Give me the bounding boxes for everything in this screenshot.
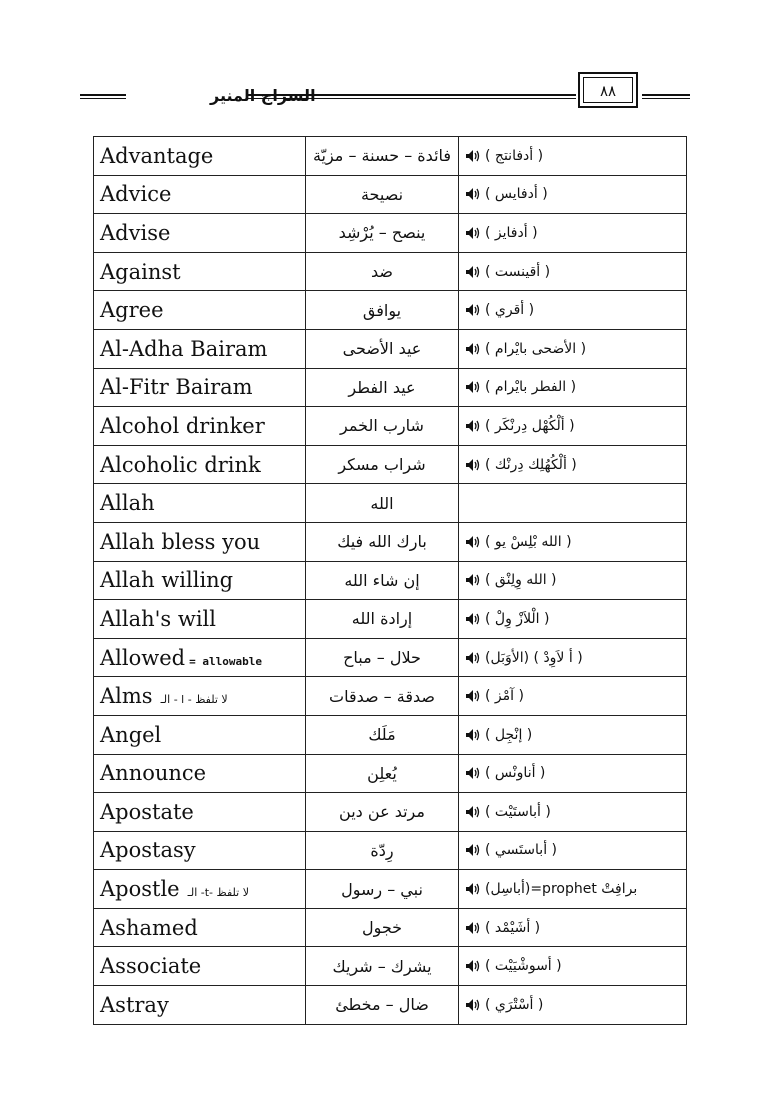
english-word xyxy=(94,638,306,677)
table-row xyxy=(94,291,687,330)
english-word xyxy=(94,484,306,523)
table-row xyxy=(94,947,687,986)
english-word-text: Advice xyxy=(100,182,172,207)
english-word-text: Alms xyxy=(100,684,153,709)
book-title: السراج المنير xyxy=(210,86,316,105)
pronunciation-cell xyxy=(459,793,687,832)
english-word xyxy=(94,368,306,407)
arabic-meaning: عيد الفطر xyxy=(306,368,459,407)
arabic-meaning: عيد الأضحى xyxy=(306,329,459,368)
page-number-box xyxy=(578,72,638,108)
arabic-meaning: إرادة الله xyxy=(306,600,459,639)
english-word xyxy=(94,600,306,639)
speaker-icon[interactable] xyxy=(465,689,481,703)
english-word xyxy=(94,407,306,446)
pronunciation-cell xyxy=(459,754,687,793)
speaker-icon[interactable] xyxy=(465,612,481,626)
arabic-meaning: نبي – رسول xyxy=(306,870,459,909)
speaker-icon[interactable] xyxy=(465,573,481,587)
pronunciation-cell xyxy=(459,908,687,947)
speaker-icon[interactable] xyxy=(465,882,481,896)
table-row xyxy=(94,908,687,947)
pronunciation-text: ( ألْكُهْل دِرنْكَر ) xyxy=(485,417,575,434)
pronunciation-cell xyxy=(459,137,687,176)
pronunciation-text: ( أقري ) xyxy=(485,302,535,319)
pronunciation-text: ( أسْتْرَي ) xyxy=(485,996,544,1013)
english-word xyxy=(94,445,306,484)
speaker-icon[interactable] xyxy=(465,651,481,665)
arabic-meaning: ضد xyxy=(306,252,459,291)
arabic-meaning: رِدّة xyxy=(306,831,459,870)
english-word-text: Al-Fitr Bairam xyxy=(100,375,253,400)
pronunciation-text: ( أباستَيْت ) xyxy=(485,803,551,820)
pronunciation-note: الـ -t- لا تلفظ xyxy=(187,886,249,900)
english-word-text: Apostate xyxy=(100,799,194,824)
pronunciation-cell xyxy=(459,947,687,986)
english-word xyxy=(94,908,306,947)
english-word-text: Alcoholic drink xyxy=(100,452,261,477)
table-row xyxy=(94,484,687,523)
english-word xyxy=(94,754,306,793)
arabic-meaning: الله xyxy=(306,484,459,523)
english-word-text: Angel xyxy=(100,722,162,747)
table-row xyxy=(94,368,687,407)
english-word-text: Apostle xyxy=(100,877,180,902)
header-rule-right xyxy=(642,94,690,99)
english-word xyxy=(94,561,306,600)
arabic-meaning: خجول xyxy=(306,908,459,947)
table-row xyxy=(94,600,687,639)
header-rule-middle xyxy=(246,94,576,99)
table-row xyxy=(94,522,687,561)
arabic-meaning: إن شاء الله xyxy=(306,561,459,600)
pronunciation-cell xyxy=(459,407,687,446)
speaker-icon[interactable] xyxy=(465,959,481,973)
table-row xyxy=(94,407,687,446)
arabic-meaning: صدقة – صدقات xyxy=(306,677,459,716)
pronunciation-text: ( الله بْلِسْ يو ) xyxy=(485,533,572,550)
table-row xyxy=(94,986,687,1025)
table-row xyxy=(94,252,687,291)
speaker-icon[interactable] xyxy=(465,766,481,780)
english-word xyxy=(94,137,306,176)
english-word-text: Ashamed xyxy=(100,915,198,940)
table-row xyxy=(94,638,687,677)
english-word-text: Allah bless you xyxy=(100,529,261,554)
speaker-icon[interactable] xyxy=(465,998,481,1012)
arabic-meaning: ينصح – يُرْشِد xyxy=(306,214,459,253)
pronunciation-text: ( أسوشْيَيْت ) xyxy=(485,958,562,975)
pronunciation-text: (الأوَبَل) ( أ لاَوِدْ ) xyxy=(485,649,583,666)
table-row xyxy=(94,754,687,793)
arabic-meaning: مَلَك xyxy=(306,715,459,754)
speaker-icon[interactable] xyxy=(465,342,481,356)
english-word xyxy=(94,793,306,832)
pronunciation-cell xyxy=(459,445,687,484)
english-word xyxy=(94,214,306,253)
table-row xyxy=(94,445,687,484)
arabic-meaning: فائدة – حسنة – مزيّة xyxy=(306,137,459,176)
english-word xyxy=(94,175,306,214)
english-word-text: Al-Adha Bairam xyxy=(100,336,268,361)
table-row xyxy=(94,214,687,253)
pronunciation-text: ( أدفايز ) xyxy=(485,224,538,241)
arabic-meaning: حلال – مباح xyxy=(306,638,459,677)
vocabulary-table xyxy=(93,136,687,1025)
pronunciation-cell xyxy=(459,175,687,214)
pronunciation-cell xyxy=(459,986,687,1025)
table-row xyxy=(94,677,687,716)
english-word-text: Apostasy xyxy=(100,838,196,863)
english-word-text: Allah's will xyxy=(100,606,216,631)
speaker-icon[interactable] xyxy=(465,149,481,163)
speaker-icon[interactable] xyxy=(465,805,481,819)
english-word xyxy=(94,522,306,561)
arabic-meaning: يُعلِن xyxy=(306,754,459,793)
english-word xyxy=(94,947,306,986)
speaker-icon[interactable] xyxy=(465,265,481,279)
page-header xyxy=(80,70,692,120)
pronunciation-cell xyxy=(459,561,687,600)
arabic-meaning: بارك الله فيك xyxy=(306,522,459,561)
speaker-icon[interactable] xyxy=(465,843,481,857)
table-row xyxy=(94,175,687,214)
speaker-icon[interactable] xyxy=(465,303,481,317)
table-row xyxy=(94,870,687,909)
english-word-text: Agree xyxy=(100,298,164,323)
arabic-meaning: شراب مسكر xyxy=(306,445,459,484)
speaker-icon[interactable] xyxy=(465,921,481,935)
pronunciation-text: ( أدفانتج ) xyxy=(485,147,544,164)
english-word xyxy=(94,831,306,870)
pronunciation-cell xyxy=(459,291,687,330)
pronunciation-text: ( أدفايس ) xyxy=(485,186,548,203)
pronunciation-cell xyxy=(459,870,687,909)
speaker-icon[interactable] xyxy=(465,380,481,394)
speaker-icon[interactable] xyxy=(465,458,481,472)
english-word xyxy=(94,291,306,330)
speaker-icon[interactable] xyxy=(465,187,481,201)
english-word xyxy=(94,252,306,291)
english-word-text: Announce xyxy=(100,761,207,786)
english-word-text: Astray xyxy=(100,992,169,1017)
table-row xyxy=(94,329,687,368)
arabic-meaning: يشرك – شريك xyxy=(306,947,459,986)
english-word xyxy=(94,715,306,754)
speaker-icon[interactable] xyxy=(465,226,481,240)
pronunciation-cell xyxy=(459,715,687,754)
english-word-text: Allah xyxy=(100,491,155,516)
table-row xyxy=(94,561,687,600)
pronunciation-note: الـ - l - لا تلفظ xyxy=(160,693,228,707)
pronunciation-cell xyxy=(459,600,687,639)
english-word xyxy=(94,986,306,1025)
speaker-icon[interactable] xyxy=(465,535,481,549)
table-row xyxy=(94,715,687,754)
pronunciation-text: ( الله وِلِنْق ) xyxy=(485,572,557,589)
pronunciation-text: ( الأضحى بايْرام ) xyxy=(485,340,587,357)
pronunciation-text: ( أناونْس ) xyxy=(485,765,546,782)
arabic-meaning: نصيحة xyxy=(306,175,459,214)
pronunciation-cell xyxy=(459,329,687,368)
pronunciation-text: ( إنْجِل ) xyxy=(485,726,533,743)
pronunciation-cell xyxy=(459,214,687,253)
english-word-text: Allah willing xyxy=(100,568,234,593)
pronunciation-text: ( آمْز ) xyxy=(485,688,524,705)
pronunciation-cell xyxy=(459,368,687,407)
speaker-icon[interactable] xyxy=(465,728,481,742)
table-row xyxy=(94,137,687,176)
arabic-meaning: مرتد عن دين xyxy=(306,793,459,832)
english-note: = allowable xyxy=(189,654,262,668)
pronunciation-text: ( الْلاَزْ وِلْ ) xyxy=(485,610,550,627)
pronunciation-text: (أباسِل)=prophet برافِتْ xyxy=(485,881,638,898)
pronunciation-cell xyxy=(459,677,687,716)
english-word-text: Against xyxy=(100,259,181,284)
arabic-meaning: يوافق xyxy=(306,291,459,330)
pronunciation-text: ( الفطر بايْرام ) xyxy=(485,379,577,396)
pronunciation-cell xyxy=(459,522,687,561)
english-word xyxy=(94,870,306,909)
table-row xyxy=(94,793,687,832)
pronunciation-cell xyxy=(459,831,687,870)
pronunciation-cell xyxy=(459,638,687,677)
arabic-meaning: ضال – مخطئ xyxy=(306,986,459,1025)
english-word-text: Advantage xyxy=(100,143,214,168)
pronunciation-text: ( أباستَسي ) xyxy=(485,842,558,859)
english-word xyxy=(94,329,306,368)
pronunciation-cell xyxy=(459,252,687,291)
english-word xyxy=(94,677,306,716)
page-number: ٨٨ xyxy=(583,77,633,103)
pronunciation-text: ( أشَيْمْد ) xyxy=(485,919,541,936)
arabic-meaning: شارب الخمر xyxy=(306,407,459,446)
speaker-icon[interactable] xyxy=(465,419,481,433)
english-word-text: Alcohol drinker xyxy=(100,413,265,438)
pronunciation-text: ( ألْكُهُلِك دِرنْك ) xyxy=(485,456,577,473)
english-word-text: Allowed xyxy=(100,645,186,670)
english-word-text: Associate xyxy=(100,954,202,979)
pronunciation-cell xyxy=(459,484,687,523)
header-rule-left xyxy=(80,94,126,99)
pronunciation-text: ( أقينست ) xyxy=(485,263,551,280)
table-row xyxy=(94,831,687,870)
english-word-text: Advise xyxy=(100,220,171,245)
